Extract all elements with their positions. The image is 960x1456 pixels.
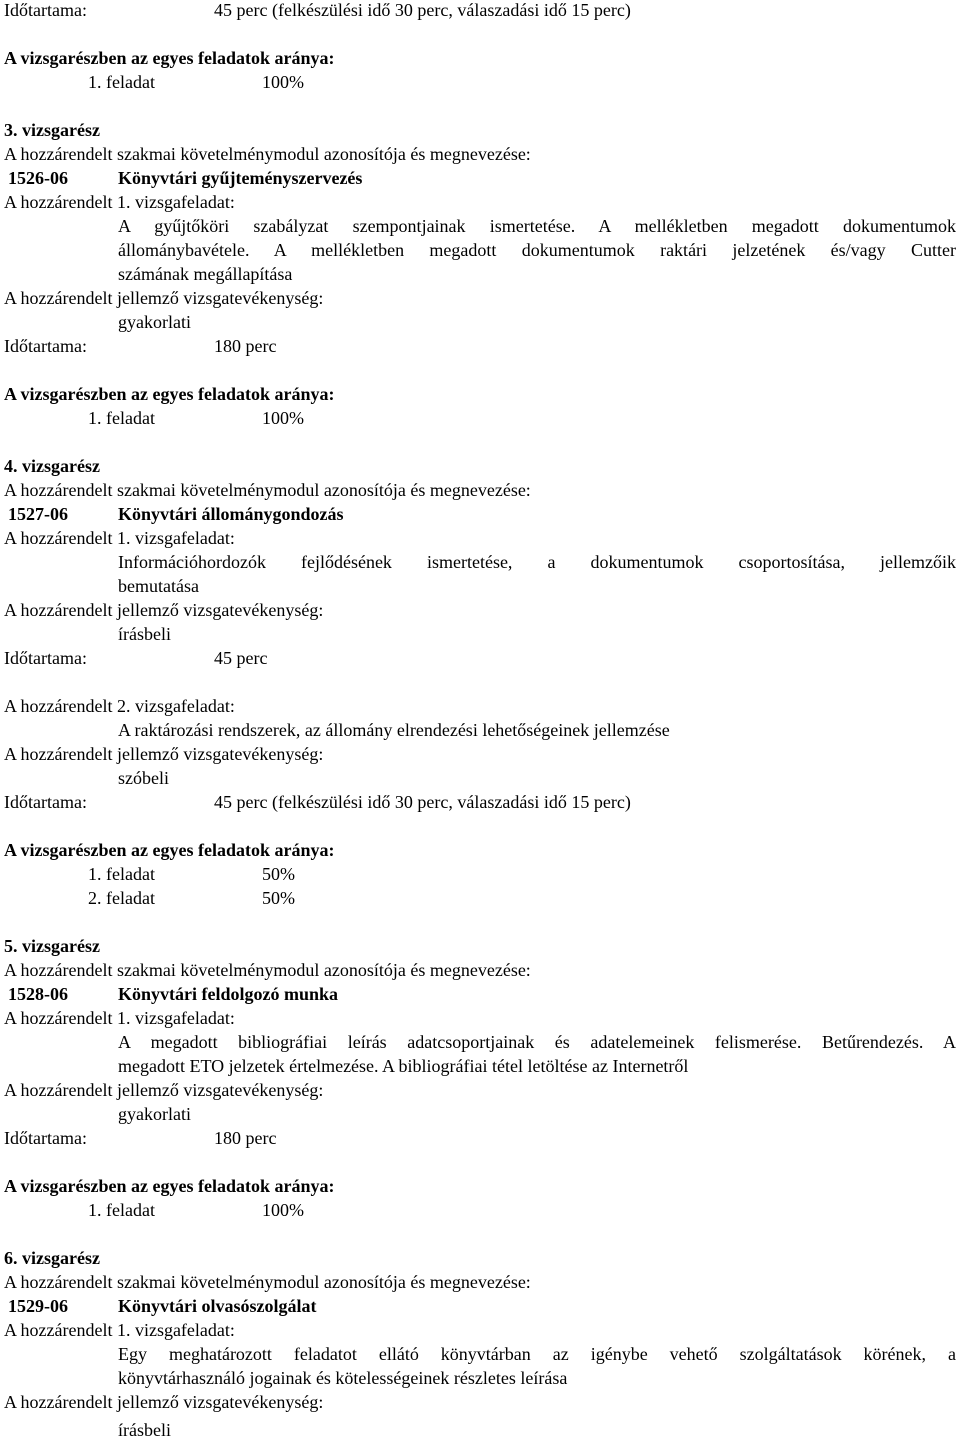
section-4-heading: 4. vizsgarész bbox=[4, 456, 100, 476]
duration-label: Időtartama: bbox=[4, 336, 87, 356]
duration-value: 180 perc bbox=[214, 336, 277, 356]
duration-label: Időtartama: bbox=[4, 0, 87, 20]
duration-value: 45 perc bbox=[214, 648, 268, 668]
ratio-heading: A vizsgarészben az egyes feladatok aránya: bbox=[4, 48, 335, 68]
task-description-line: állománybavétele. A mellékletben megadott dokumentumok raktári jelzetének és/vagy Cutter bbox=[118, 240, 956, 260]
task-description-line: A raktározási rendszerek, az állomány elrendezési lehetőségeinek jellemzése bbox=[118, 720, 670, 740]
module-code: 1529-06 bbox=[8, 1296, 68, 1316]
task-label: A hozzárendelt 1. vizsgafeladat: bbox=[4, 528, 235, 548]
module-code: 1528-06 bbox=[8, 984, 68, 1004]
ratio-task-1: 1. feladat bbox=[88, 864, 155, 884]
ratio-task-1: 1. feladat bbox=[88, 72, 155, 92]
activity-label: A hozzárendelt jellemző vizsgatevékenység: bbox=[4, 1080, 324, 1100]
module-name: Könyvtári feldolgozó munka bbox=[118, 984, 339, 1004]
activity-label: A hozzárendelt jellemző vizsgatevékenység: bbox=[4, 600, 324, 620]
task-description-line: könyvtárhasználó jogainak és kötelességeinek részletes leírása bbox=[118, 1368, 568, 1388]
task-description-line: számának megállapítása bbox=[118, 264, 293, 284]
ratio-task-1-pct: 100% bbox=[262, 408, 304, 428]
section-5-heading: 5. vizsgarész bbox=[4, 936, 100, 956]
duration-label: Időtartama: bbox=[4, 792, 87, 812]
task-label: A hozzárendelt 1. vizsgafeladat: bbox=[4, 1320, 235, 1340]
activity-label: A hozzárendelt jellemző vizsgatevékenység: bbox=[4, 1392, 324, 1412]
activity-value: írásbeli bbox=[118, 624, 171, 644]
duration-value: 45 perc (felkészülési idő 30 perc, válaszadási idő 15 perc) bbox=[214, 0, 631, 20]
task-description-line: Egy meghatározott feladatot ellátó könyvtárban az igénybe vehető szolgáltatások körének, a bbox=[118, 1344, 956, 1364]
section-6-heading: 6. vizsgarész bbox=[4, 1248, 100, 1268]
module-label: A hozzárendelt szakmai követelménymodul azonosítója és megnevezése: bbox=[4, 480, 531, 500]
task-description-line: A megadott bibliográfiai leírás adatcsoportjainak és adatelemeinek felismerése. Betűrendezés. A bbox=[118, 1032, 956, 1052]
activity-value: írásbeli bbox=[118, 1420, 171, 1440]
activity-value: szóbeli bbox=[118, 768, 169, 788]
ratio-task-1-pct: 100% bbox=[262, 72, 304, 92]
module-name: Könyvtári állománygondozás bbox=[118, 504, 344, 524]
module-title bbox=[8, 502, 344, 526]
activity-label: A hozzárendelt jellemző vizsgatevékenység: bbox=[4, 288, 324, 308]
task-description-line: A gyűjtőköri szabályzat szempontjainak ismertetése. A mellékletben megadott dokumentumok bbox=[118, 216, 956, 236]
ratio-task-2-pct: 50% bbox=[262, 888, 295, 908]
module-name: Könyvtári olvasószolgálat bbox=[118, 1296, 317, 1316]
ratio-task-1-pct: 100% bbox=[262, 1200, 304, 1220]
duration-label: Időtartama: bbox=[4, 1128, 87, 1148]
module-label: A hozzárendelt szakmai követelménymodul azonosítója és megnevezése: bbox=[4, 960, 531, 980]
module-title bbox=[8, 1294, 317, 1318]
duration-value: 180 perc bbox=[214, 1128, 277, 1148]
section-3-heading: 3. vizsgarész bbox=[4, 120, 100, 140]
task-description-line: megadott ETO jelzetek értelmezése. A bibliográfiai tétel letöltése az Internetről bbox=[118, 1056, 689, 1076]
module-name: Könyvtári gyűjteményszervezés bbox=[118, 168, 363, 188]
ratio-task-1: 1. feladat bbox=[88, 1200, 155, 1220]
module-code: 1527-06 bbox=[8, 504, 68, 524]
ratio-heading: A vizsgarészben az egyes feladatok aránya: bbox=[4, 1176, 335, 1196]
module-title bbox=[8, 166, 362, 190]
ratio-task-2: 2. feladat bbox=[88, 888, 155, 908]
ratio-heading: A vizsgarészben az egyes feladatok aránya: bbox=[4, 384, 335, 404]
task-description-line: Információhordozók fejlődésének ismertetése, a dokumentumok csoportosítása, jellemzőik bbox=[118, 552, 956, 572]
task-label: A hozzárendelt 1. vizsgafeladat: bbox=[4, 1008, 235, 1028]
module-code: 1526-06 bbox=[8, 168, 68, 188]
ratio-heading: A vizsgarészben az egyes feladatok aránya: bbox=[4, 840, 335, 860]
module-label: A hozzárendelt szakmai követelménymodul azonosítója és megnevezése: bbox=[4, 1272, 531, 1292]
task-label: A hozzárendelt 2. vizsgafeladat: bbox=[4, 696, 235, 716]
activity-value: gyakorlati bbox=[118, 312, 191, 332]
ratio-task-1: 1. feladat bbox=[88, 408, 155, 428]
activity-label: A hozzárendelt jellemző vizsgatevékenység: bbox=[4, 744, 324, 764]
task-label: A hozzárendelt 1. vizsgafeladat: bbox=[4, 192, 235, 212]
module-title bbox=[8, 982, 338, 1006]
task-description-line: bemutatása bbox=[118, 576, 199, 596]
module-label: A hozzárendelt szakmai követelménymodul azonosítója és megnevezése: bbox=[4, 144, 531, 164]
duration-value: 45 perc (felkészülési idő 30 perc, válaszadási idő 15 perc) bbox=[214, 792, 631, 812]
duration-label: Időtartama: bbox=[4, 648, 87, 668]
ratio-task-1-pct: 50% bbox=[262, 864, 295, 884]
activity-value: gyakorlati bbox=[118, 1104, 191, 1124]
